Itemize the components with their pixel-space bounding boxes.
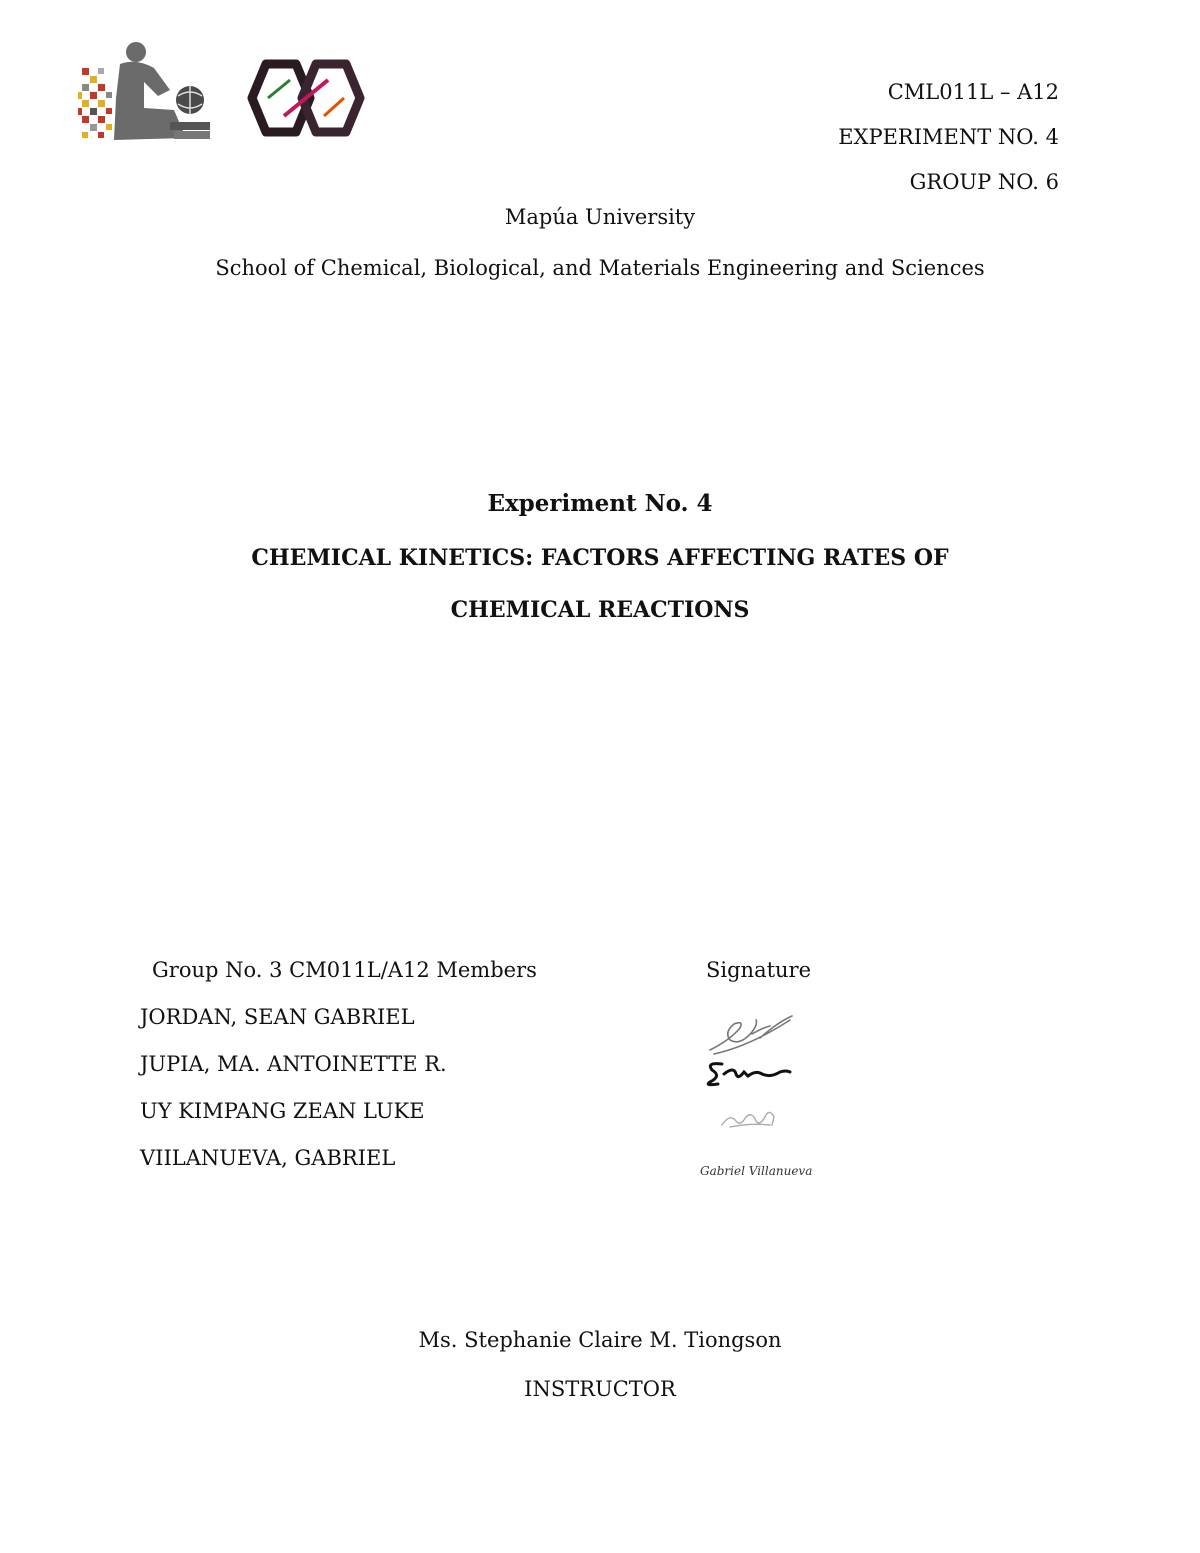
university-name: Mapúa University	[504, 205, 696, 229]
school-name: School of Chemical, Biological, and Materials Engineering and Sciences	[215, 256, 985, 280]
experiment-title: Experiment No. 4	[487, 490, 713, 517]
university-seal-logo	[78, 38, 218, 146]
member-name: UY KIMPANG ZEAN LUKE	[140, 1099, 425, 1123]
signature-2	[700, 1056, 820, 1088]
member-name: JORDAN, SEAN GABRIEL	[140, 1005, 415, 1029]
signature-column	[700, 958, 840, 1178]
member-name: VIILANUEVA, GABRIEL	[140, 1146, 396, 1170]
logos	[78, 38, 378, 148]
signature-header: Signature	[706, 958, 812, 982]
member-name: JUPIA, MA. ANTOINETTE R.	[140, 1052, 447, 1076]
header-code-block	[838, 70, 1059, 205]
signature-3	[700, 1103, 820, 1133]
chemistry-hexagon-logo	[244, 58, 368, 138]
members-header: Group No. 3 CM011L/A12 Members	[152, 958, 537, 982]
group-number: GROUP NO. 6	[909, 170, 1059, 194]
report-title-line-1: CHEMICAL KINETICS: FACTORS AFFECTING RATES OF	[251, 545, 949, 571]
course-section: CML011L – A12	[887, 80, 1059, 104]
report-title-line-2: CHEMICAL REACTIONS	[450, 597, 750, 623]
signature-1	[700, 1010, 820, 1058]
instructor-name: Ms. Stephanie Claire M. Tiongson	[418, 1328, 782, 1352]
signature-4: Gabriel Villanueva	[700, 1164, 813, 1178]
members-list	[140, 958, 560, 1193]
instructor-role: INSTRUCTOR	[524, 1377, 676, 1401]
experiment-number: EXPERIMENT NO. 4	[838, 125, 1059, 149]
